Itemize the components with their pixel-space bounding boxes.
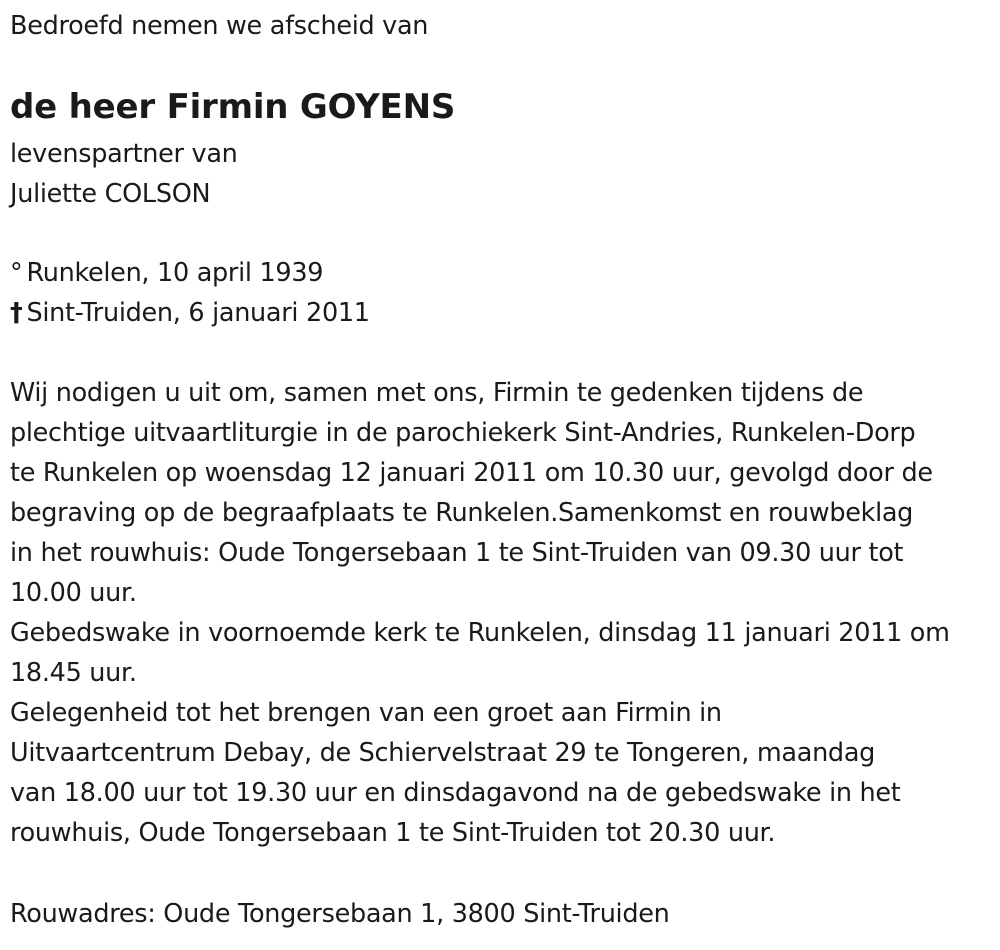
mourning-address: Rouwadres: Oude Tongersebaan 1, 3800 Sint-Truiden (10, 899, 670, 929)
body-line: in het rouwhuis: Oude Tongersebaan 1 te Sint-Truiden van 09.30 uur tot (10, 538, 904, 568)
body-line: Uitvaartcentrum Debay, de Schiervelstraat 29 te Tongeren, maandag (10, 738, 876, 768)
death-line (10, 293, 370, 333)
body-line: begraving op de begraafplaats te Runkelen.Samenkomst en rouwbeklag (10, 498, 914, 528)
partner-relation: levenspartner van (10, 139, 238, 169)
cross-icon: † (10, 298, 23, 328)
partner-name: Juliette COLSON (10, 179, 211, 209)
deceased-name: de heer Firmin GOYENS (10, 87, 456, 127)
body-line: rouwhuis, Oude Tongersebaan 1 te Sint-Truiden tot 20.30 uur. (10, 818, 776, 848)
body-line: te Runkelen op woensdag 12 januari 2011 om 10.30 uur, gevolgd door de (10, 458, 933, 488)
body-line: 18.45 uur. (10, 658, 137, 688)
body-line: 10.00 uur. (10, 578, 137, 608)
birth-text: Runkelen, 10 april 1939 (26, 258, 324, 288)
birth-line (10, 253, 370, 293)
partner-block (10, 134, 238, 214)
ceremony-details (10, 373, 950, 853)
body-line: van 18.00 uur tot 19.30 uur en dinsdagavond na de gebedswake in het (10, 778, 901, 808)
body-line: Wij nodigen u uit om, samen met ons, Firmin te gedenken tijdens de (10, 378, 864, 408)
death-text: Sint-Truiden, 6 januari 2011 (26, 298, 370, 328)
intro-text: Bedroefd nemen we afscheid van (10, 11, 429, 41)
birth-degree-icon: ° (10, 258, 23, 288)
body-line: Gelegenheid tot het brengen van een groet aan Firmin in (10, 698, 722, 728)
life-dates (10, 253, 370, 333)
body-line: plechtige uitvaartliturgie in de parochiekerk Sint-Andries, Runkelen-Dorp (10, 418, 916, 448)
body-line: Gebedswake in voornoemde kerk te Runkelen, dinsdag 11 januari 2011 om (10, 618, 950, 648)
